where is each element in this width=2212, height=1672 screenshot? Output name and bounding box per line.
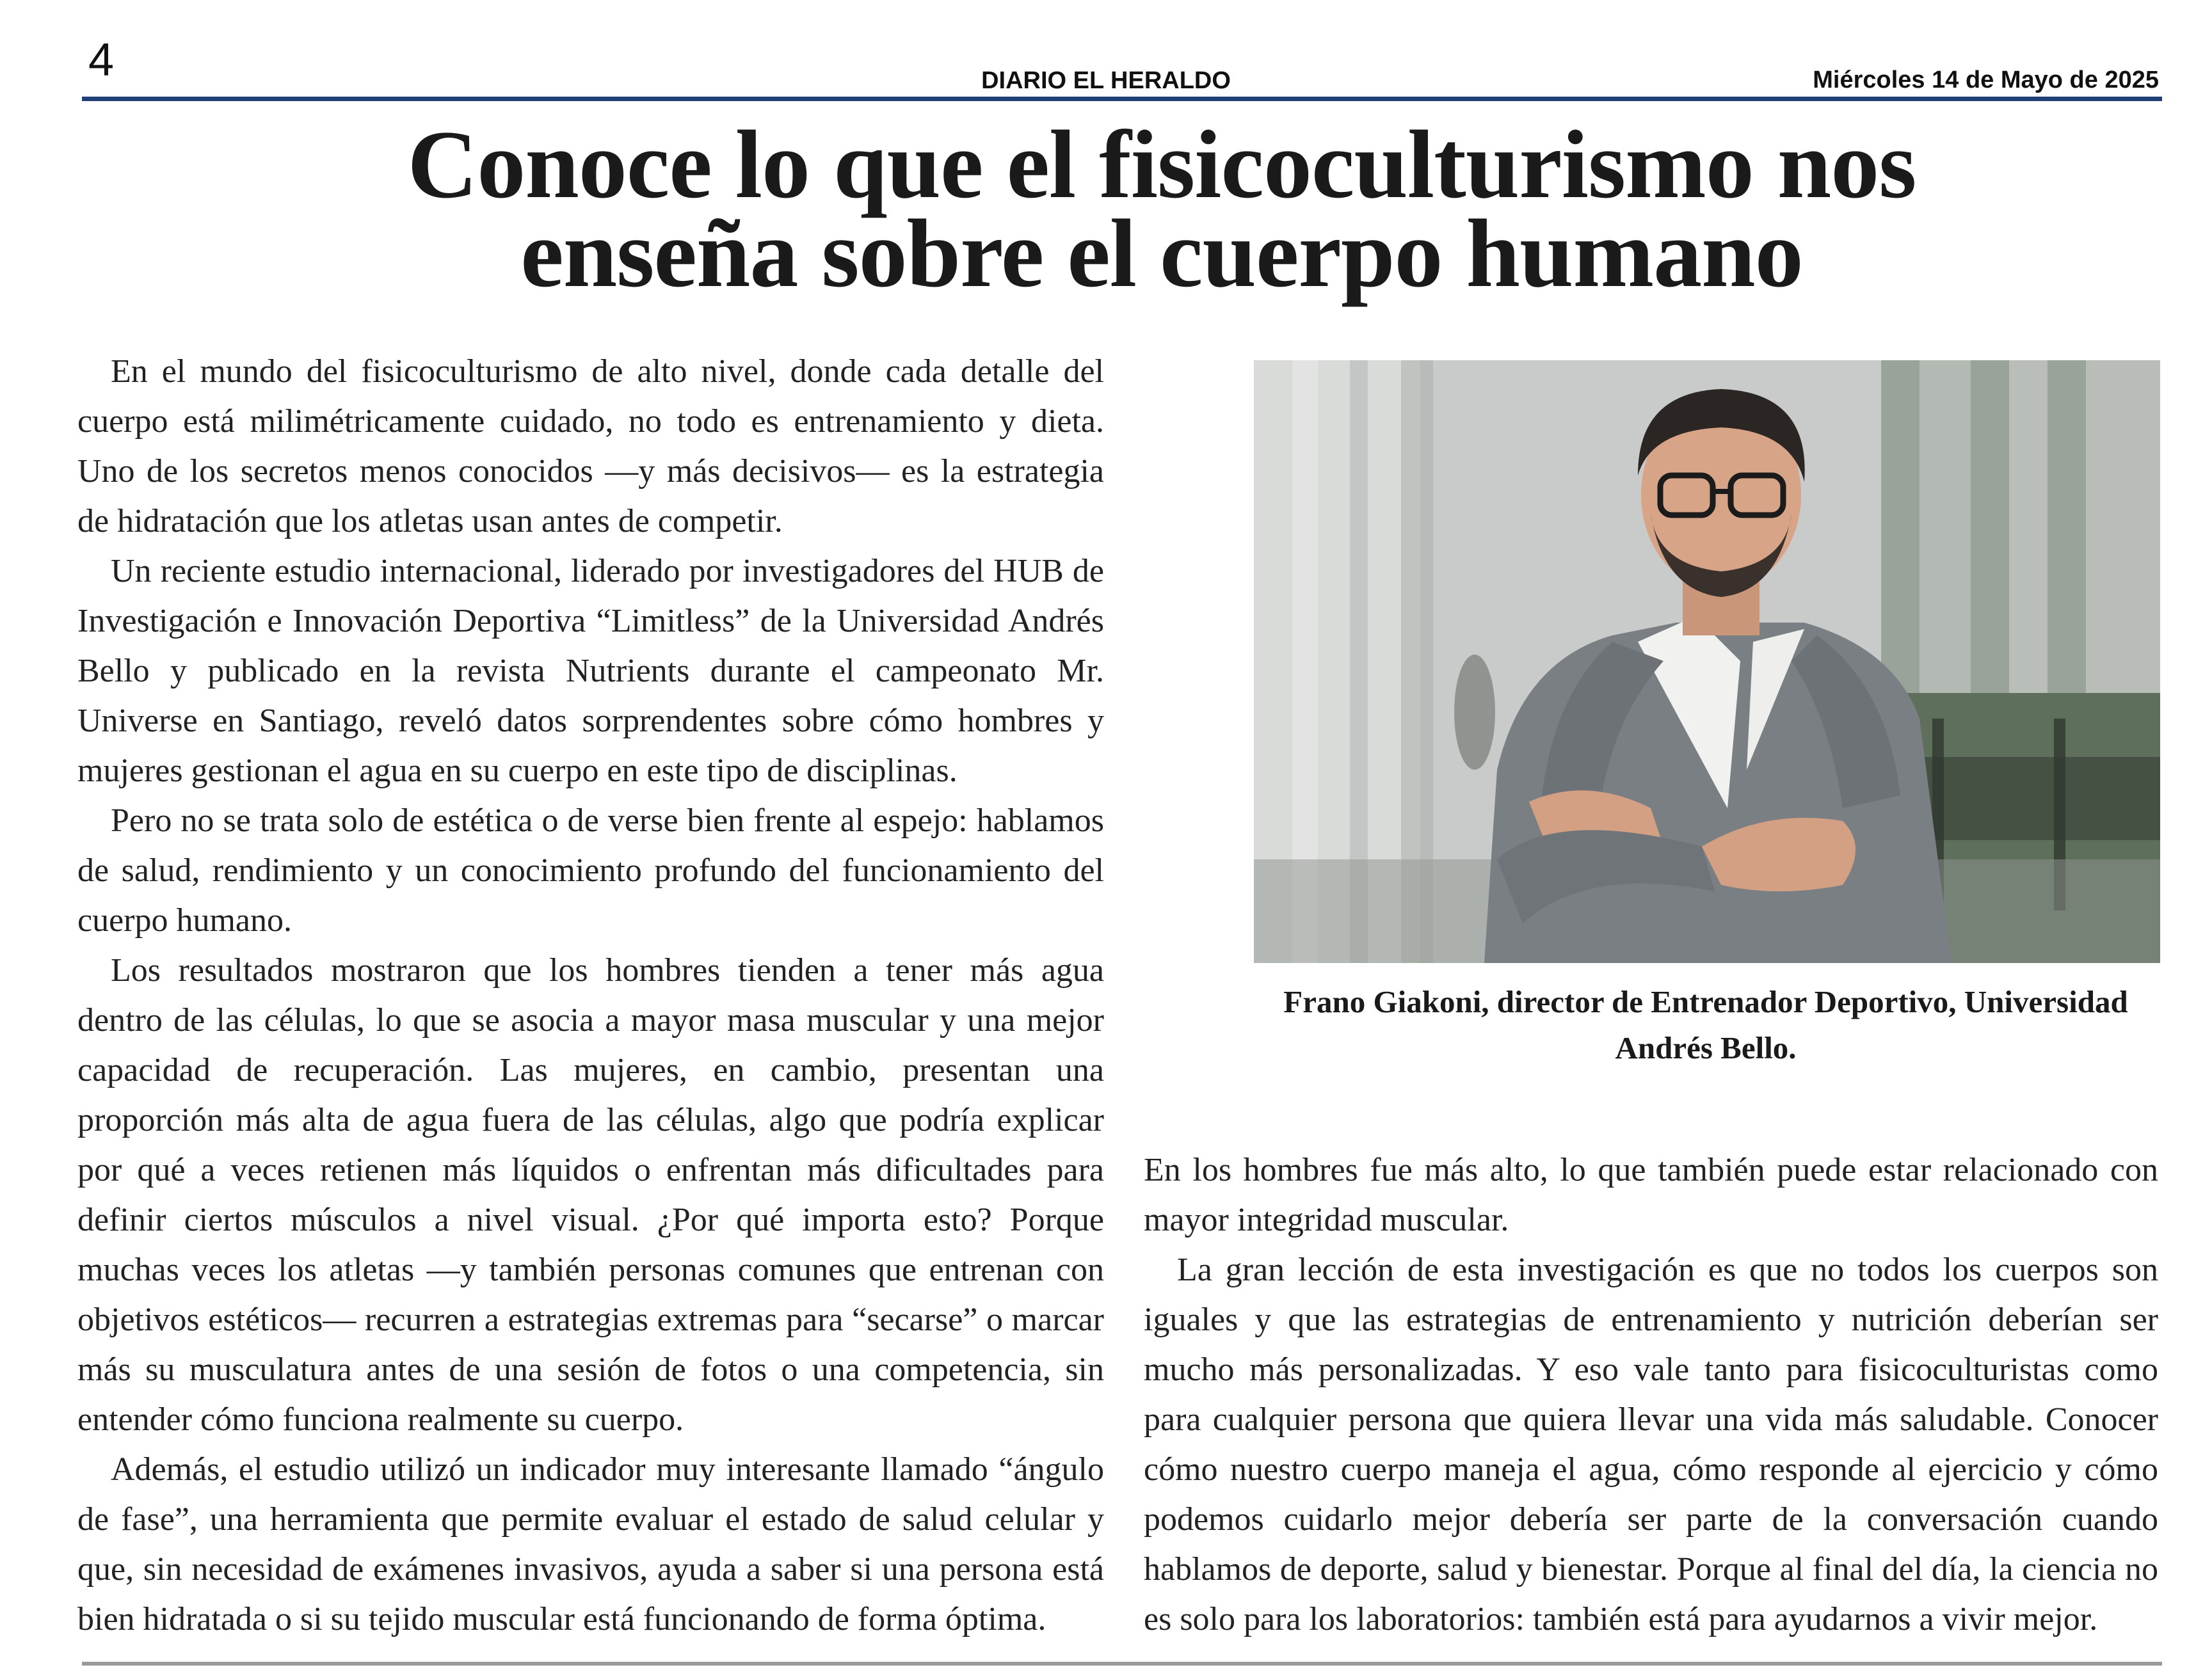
article-column-right [1144, 1145, 2158, 1644]
article-photo [1254, 360, 2160, 963]
headline-line-2: enseña sobre el cuerpo humano [520, 200, 1803, 307]
issue-date: Miércoles 14 de Mayo de 2025 [1813, 67, 2159, 93]
portrait-illustration [1254, 360, 2160, 963]
paragraph: Además, el estudio utilizó un indicador muy interesante llamado “ángulo de fase”, una herramienta que permite evaluar el estado de salud celular y que, sin necesidad de exámenes invasivos, ayuda a saber si una persona está bien hidratada o si su tejido muscular está funcionando de forma óptima. [77, 1451, 1104, 1637]
paragraph: En el mundo del fisicoculturismo de alto nivel, donde cada detalle del cuerpo está milimétricamente cuidado, no todo es entrenamiento y dieta. Uno de los secretos menos conocidos —y más decisivos— es la estrategia de hidratación que los atletas usan antes de competir. [77, 353, 1104, 539]
photo-caption: Frano Giakoni, director de Entrenador Deportivo, Universidad Andrés Bello. [1283, 984, 2128, 1065]
paragraph: En los hombres fue más alto, lo que también puede estar relacionado con mayor integridad muscular. [1144, 1152, 2158, 1238]
paragraph: Los resultados mostraron que los hombres tienden a tener más agua dentro de las células, lo que se asocia a mayor masa muscular y una mejor capacidad de recuperación. Las mujeres, en cambio, presentan una proporción más alta de agua fuera de las células, algo que podría explicar por qué a veces retienen más líquidos o enfrentan más dificultades para definir ciertos músculos a nivel visual. ¿Por qué importa esto? Porque muchas veces los atletas —y también personas comunes que entrenan con objetivos estéticos— recurren a estrategias extremas para “secarse” o marcar más su musculatura antes de una sesión de fotos o una competencia, sin entender cómo funciona realmente su cuerpo. [77, 952, 1104, 1438]
article-headline [0, 111, 2212, 307]
headline-line-1: Conoce lo que el fisicoculturismo nos [407, 111, 1916, 218]
newspaper-name: DIARIO EL HERALDO [981, 67, 1231, 94]
page-number: 4 [88, 35, 115, 86]
header-rule [82, 97, 2162, 101]
paragraph: Un reciente estudio internacional, liderado por investigadores del HUB de Investigación e Innovación Deportiva “Limitless” de la Universidad Andrés Bello y publicado en la revista Nutrients durante el campeonato Mr. Universe en Santiago, reveló datos sorprendentes sobre cómo hombres y mujeres gestionan el agua en su cuerpo en este tipo de disciplinas. [77, 553, 1104, 789]
article-column-left [77, 347, 1104, 1644]
footer-rule [82, 1662, 2162, 1666]
paragraph: La gran lección de esta investigación es que no todos los cuerpos son iguales y que las estrategias de entrenamiento y nutrición deberían ser mucho más personalizadas. Y eso vale tanto para fisicoculturistas como para cualquier persona que quiera llevar una vida más saludable. Conocer cómo nuestro cuerpo maneja el agua, cómo responde al ejercicio y cómo podemos cuidarlo mejor debería ser parte de la conversación cuando hablamos de deporte, salud y bienestar. Porque al final del día, la ciencia no es solo para los laboratorios: también está para ayudarnos a vivir mejor. [1144, 1252, 2158, 1637]
paragraph: Pero no se trata solo de estética o de verse bien frente al espejo: hablamos de salud, rendimiento y un conocimiento profundo del funcionamiento del cuerpo humano. [77, 802, 1104, 939]
